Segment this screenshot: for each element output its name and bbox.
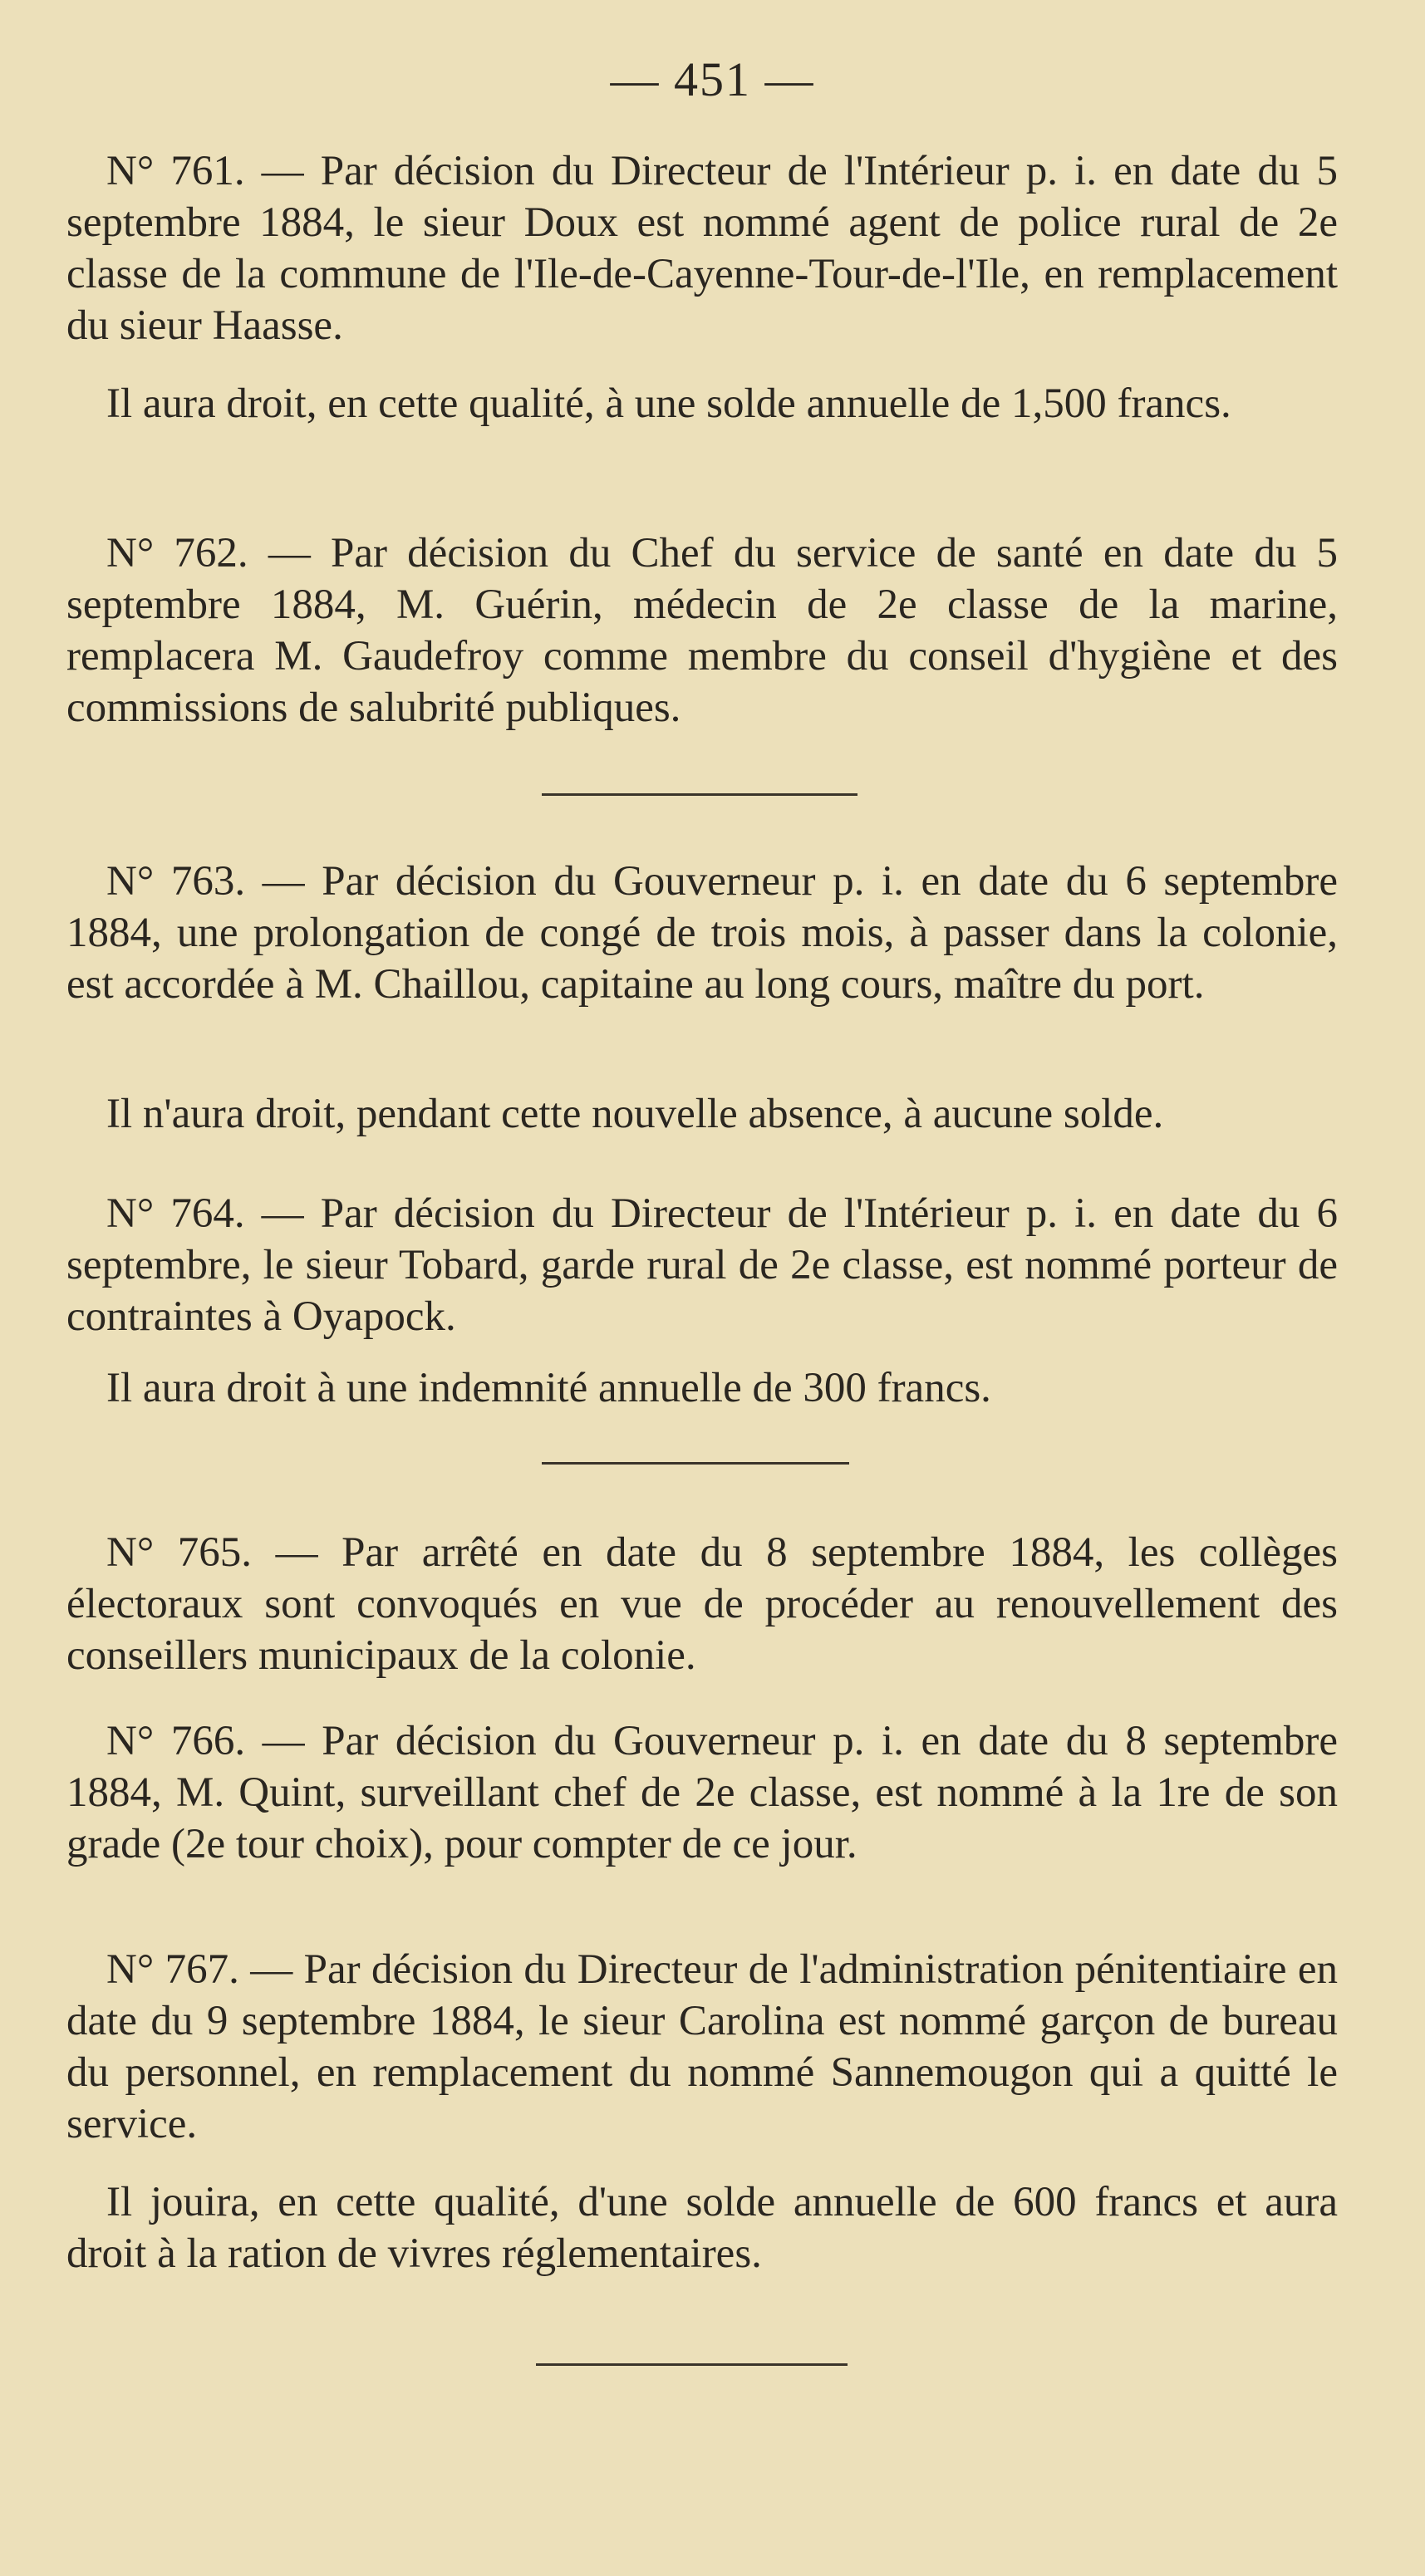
entry-764-note: Il aura droit à une indemnité annuelle de 300 francs. bbox=[106, 1365, 991, 1411]
entry-763: N° 763. — Par décision du Gouverneur p. i. en date du 6 septembre 1884, une prolongation de congé de trois mois, à passer dans la colonie, est accordée à M. Chaillou, capitaine au long cours, maître du port. bbox=[66, 858, 1338, 1008]
entry-762: N° 762. — Par décision du Chef du service de santé en date du 5 septembre 1884, M. Guérin, médecin de 2e classe de la marine, remplacera M. Gaudefroy comme membre du conseil d'hygiène et des commissions de salubrité publiques. bbox=[66, 530, 1338, 731]
entry-761: N° 761. — Par décision du Directeur de l'Intérieur p. i. en date du 5 septembre 1884, le sieur Doux est nommé agent de police rural de 2e classe de la commune de l'Ile-de-Cayenne-Tour-de-l'Ile, en remplacement du sieur Haasse. bbox=[66, 148, 1338, 349]
entry-765: N° 765. — Par arrêté en date du 8 septembre 1884, les collèges électoraux sont convoqués en vue de procéder au renouvellement des conseillers municipaux de la colonie. bbox=[66, 1529, 1338, 1679]
entry-761-note: Il aura droit, en cette qualité, à une solde annuelle de 1,500 francs. bbox=[106, 380, 1231, 427]
separator-rule bbox=[542, 793, 857, 796]
separator-rule bbox=[542, 1462, 849, 1465]
page-number: — 451 — bbox=[610, 52, 815, 106]
entry-766: N° 766. — Par décision du Gouverneur p. i. en date du 8 septembre 1884, M. Quint, surveillant chef de 2e classe, est nommé à la 1re de son grade (2e tour choix), pour compter de ce jour. bbox=[66, 1718, 1338, 1867]
entry-767: N° 767. — Par décision du Directeur de l'administration pénitentiaire en date du 9 septembre 1884, le sieur Carolina est nommé garçon de bureau du personnel, en remplacement du nommé Sannemougon qui a quitté le service. bbox=[66, 1946, 1338, 2147]
entry-763-note: Il n'aura droit, pendant cette nouvelle absence, à aucune solde. bbox=[106, 1091, 1164, 1137]
entry-767-note: Il jouira, en cette qualité, d'une solde annuelle de 600 francs et aura droit à la ration de vivres réglementaires. bbox=[66, 2179, 1338, 2277]
separator-rule bbox=[536, 2363, 848, 2366]
entry-764: N° 764. — Par décision du Directeur de l'Intérieur p. i. en date du 6 septembre, le sieur Tobard, garde rural de 2e classe, est nommé porteur de contraintes à Oyapock. bbox=[66, 1190, 1338, 1340]
